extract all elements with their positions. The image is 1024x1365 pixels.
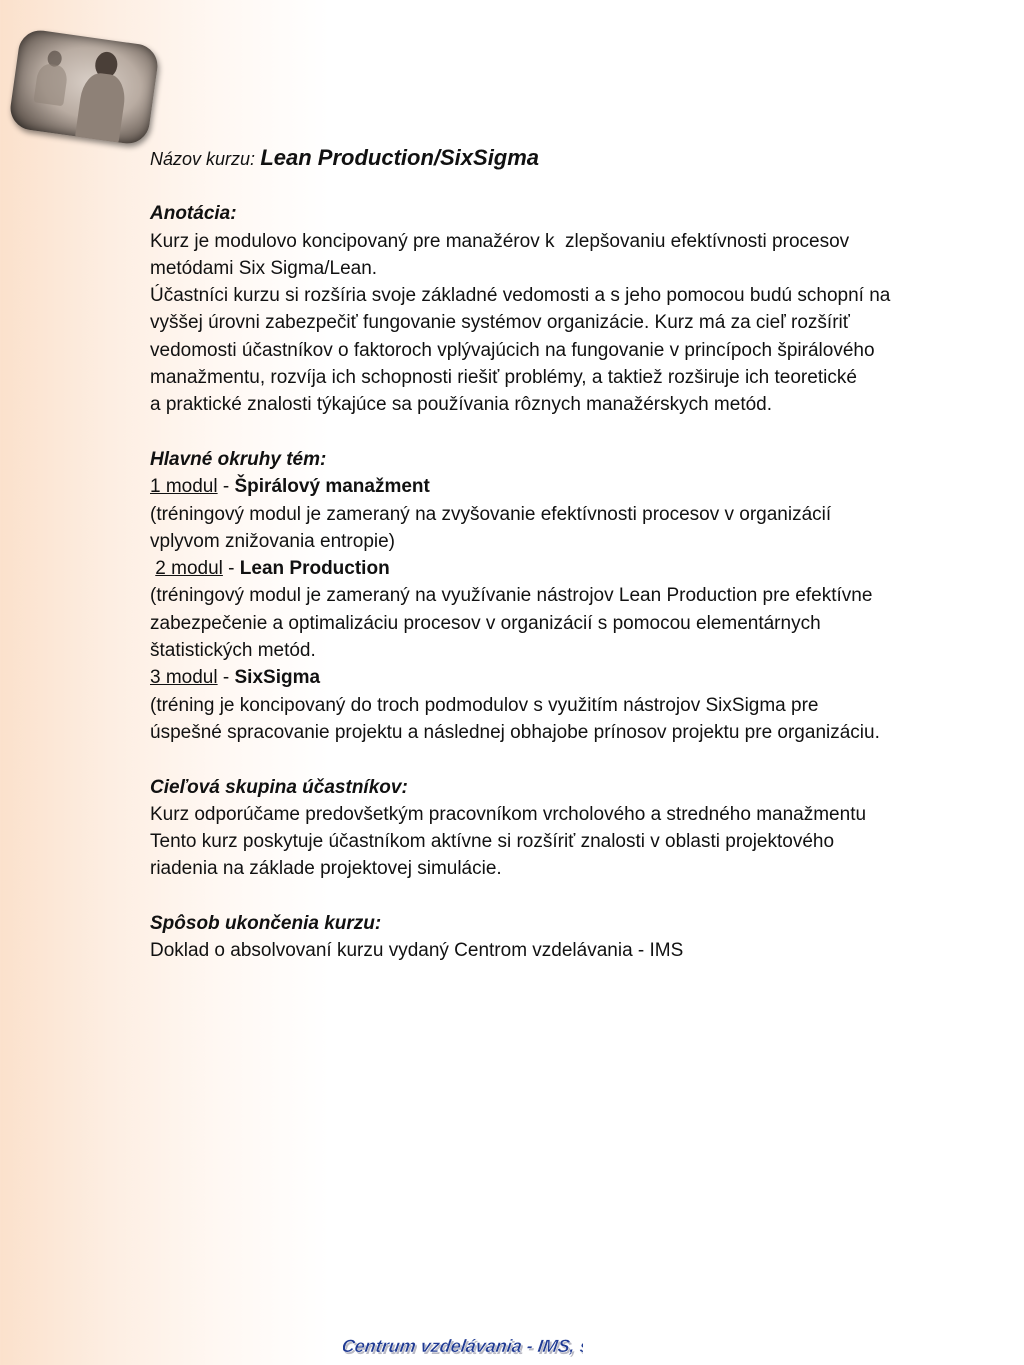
module-1-number: 1 modul [150,476,218,498]
course-title-label: Názov kurzu: [150,149,256,169]
annotation-line: metódami Six Sigma/Lean. [150,257,378,279]
annotation-line: a praktické znalosti týkajúce sa používania rôznych manažérskych metód. [150,394,773,416]
target-group-line: Tento kurz poskytuje účastníkom aktívne si rozšíriť znalosti v oblasti projektového [150,831,835,853]
target-group-line: Kurz odporúčame predovšetkým pracovníkom vrcholového a stredného manažmentu [150,803,867,825]
module-3-name: SixSigma [234,667,321,689]
module-3-title [150,664,960,691]
module-separator: - [217,476,235,498]
footer-logo [343,1331,583,1361]
module-2-description: (tréningový modul je zameraný na využívanie nástrojov Lean Production pre efektívne [150,585,873,607]
annotation-line: vedomosti účastníkov o faktoroch vplývajúcich na fungovanie v princípoch špirálového [150,339,875,361]
module-3-description: (tréning je koncipovaný do troch podmodulov s využitím nástrojov SixSigma pre [150,694,819,716]
course-description [150,144,960,965]
module-1-title [150,473,960,500]
annotation-line: manažmentu, rozvíja ich schopnosti riešiť problémy, a taktiež rozširuje ich teoretické [150,367,857,389]
target-group-line: riadenia na základe projektovej simulácie. [150,858,502,880]
completion-line: Doklad o absolvovaní kurzu vydaný Centrom vzdelávania - IMS [150,940,684,962]
module-2-name: Lean Production [239,558,390,580]
target-group-heading: Cieľová skupina účastníkov: [150,776,408,798]
module-2-description: štatistických metód. [150,640,316,662]
annotation-heading: Anotácia: [150,203,237,225]
module-1-name: Špirálový manažment [234,476,430,498]
students-photo [8,28,161,147]
annotation-line: Kurz je modulovo koncipovaný pre manažérov k zlepšovaniu efektívnosti procesov [150,230,850,252]
annotation-line: Účastníci kurzu si rozšíria svoje základné vedomosti a s jeho pomocou budú schopní na [150,285,891,307]
logo-text: Centrum vzdelávania - IMS, s.r.o. [343,1336,583,1356]
module-1-description: (tréningový modul je zameraný na zvyšovanie efektívnosti procesov v organizácií [150,503,832,525]
completion-heading: Spôsob ukončenia kurzu: [150,913,382,935]
module-2-number: 2 modul [155,558,223,580]
module-separator: - [217,667,235,689]
course-title-line [150,144,960,173]
logo-shadow: Centrum vzdelávania - IMS, s.r.o. [343,1338,583,1358]
logo-wordmark [343,1331,583,1361]
module-separator: - [222,558,240,580]
module-1-description: vplyvom znižovania entropie) [150,530,396,552]
topics-heading: Hlavné okruhy tém: [150,448,327,470]
module-3-number: 3 modul [150,667,218,689]
module-2-description: zabezpečenie a optimalizáciu procesov v organizácií s pomocou elementárnych [150,612,821,634]
course-title-value: Lean Production/SixSigma [260,145,540,170]
module-3-description: úspešné spracovanie projektu a následnej obhajobe prínosov projektu pre organizáciu. [150,721,880,743]
module-2-title [150,555,960,582]
annotation-line: vyššej úrovni zabezpečiť fungovanie systémov organizácie. Kurz má za cieľ rozšíriť [150,312,850,334]
